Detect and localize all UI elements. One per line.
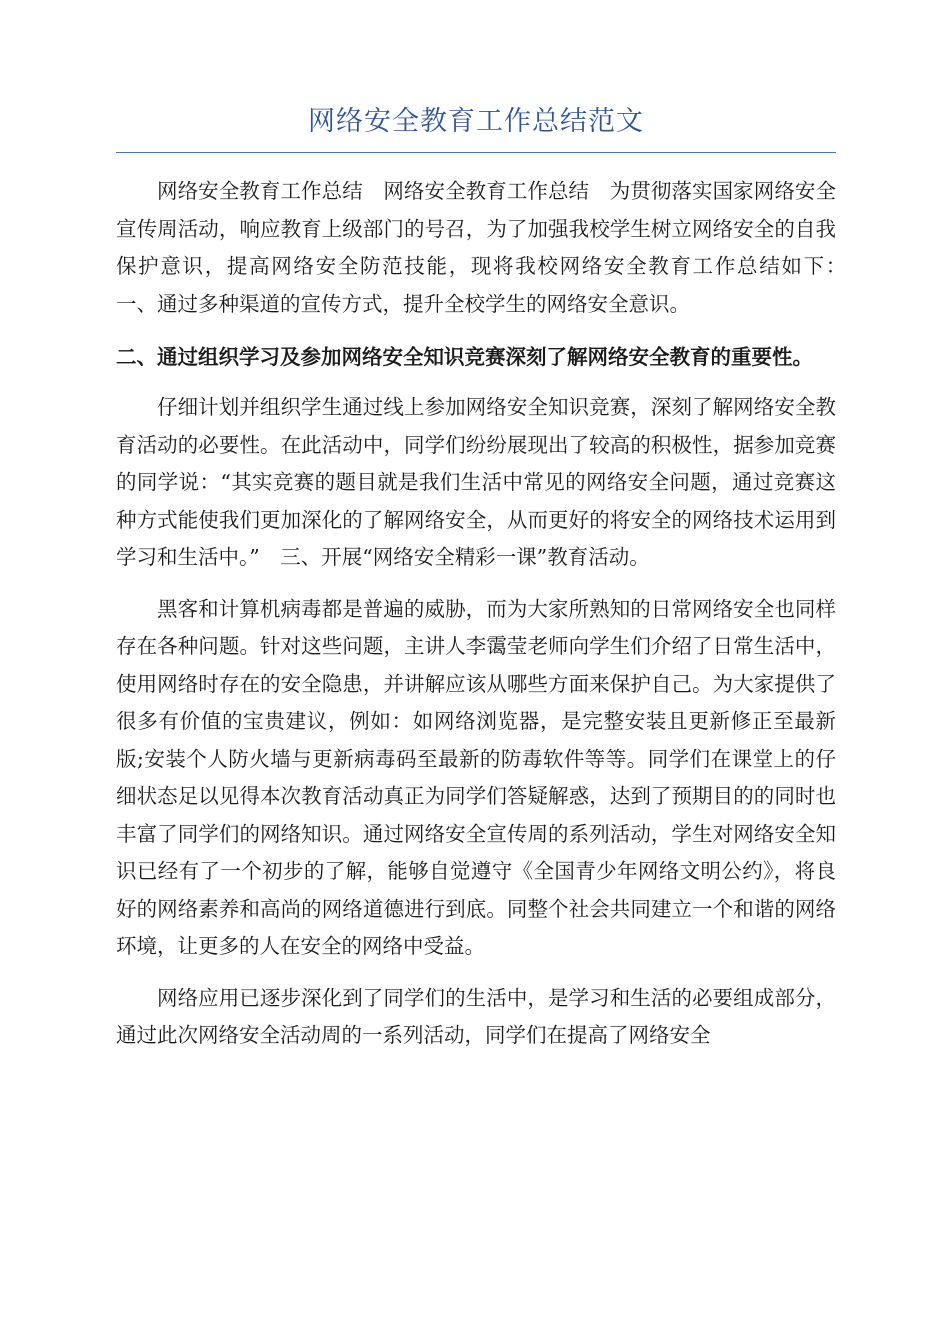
document-title: 网络安全教育工作总结范文: [116, 104, 836, 153]
paragraph-competition: 仔细计划并组织学生通过线上参加网络安全知识竞赛，深刻了解网络安全教育活动的必要性。在此活动中，同学们纷纷展现出了较高的积极性，据参加竞赛的同学说：“其实竞赛的题目就是我们生活中常见的网络安全问题，通过竞赛这种方式能使我们更加深化的了解网络安全，从而更好的将安全的网络技术运用到学习和生活中。” 三、开展“网络安全精彩一课”教育活动。: [116, 395, 836, 569]
section-heading-two: 二、通过组织学习及参加网络安全知识竞赛深刻了解网络安全教育的重要性。: [116, 345, 813, 369]
paragraph-intro: 网络安全教育工作总结 网络安全教育工作总结 为贯彻落实国家网络安全宣传周活动，响应教育上级部门的号召，为了加强我校学生树立网络安全的自我保护意识，提高网络安全防范技能，现将我校网络安全教育工作总结如下： 一、通过多种渠道的宣传方式，提升全校学生的网络安全意识。: [116, 179, 857, 316]
paragraph-application: 网络应用已逐步深化到了同学们的生活中，是学习和生活的必要组成部分，通过此次网络安全活动周的一系列活动，同学们在提高了网络安全: [116, 985, 836, 1047]
paragraph-lesson: 黑客和计算机病毒都是普遍的威胁，而为大家所熟知的日常网络安全也同样存在各种问题。针对这些问题，主讲人李霭莹老师向学生们介绍了日常生活中，使用网络时存在的安全隐患，并讲解应该从哪些方面来保护自己。为大家提供了很多有价值的宝贵建议，例如：如网络浏览器，是完整安装且更新修正至最新版;安装个人防火墙与更新病毒码至最新的防毒软件等等。同学们在课堂上的仔细状态足以见得本次教育活动真正为同学们答疑解惑，达到了预期目的的同时也丰富了同学们的网络知识。通过网络安全宣传周的系列活动，学生对网络安全知识已经有了一个初步的了解，能够自觉遵守《全国青少年网络文明公约》，将良好的网络素养和高尚的网络道德进行到底。同整个社会共同建立一个和谐的网络环境，让更多的人在安全的网络中受益。: [116, 596, 836, 958]
document-page: [116, 104, 857, 1055]
